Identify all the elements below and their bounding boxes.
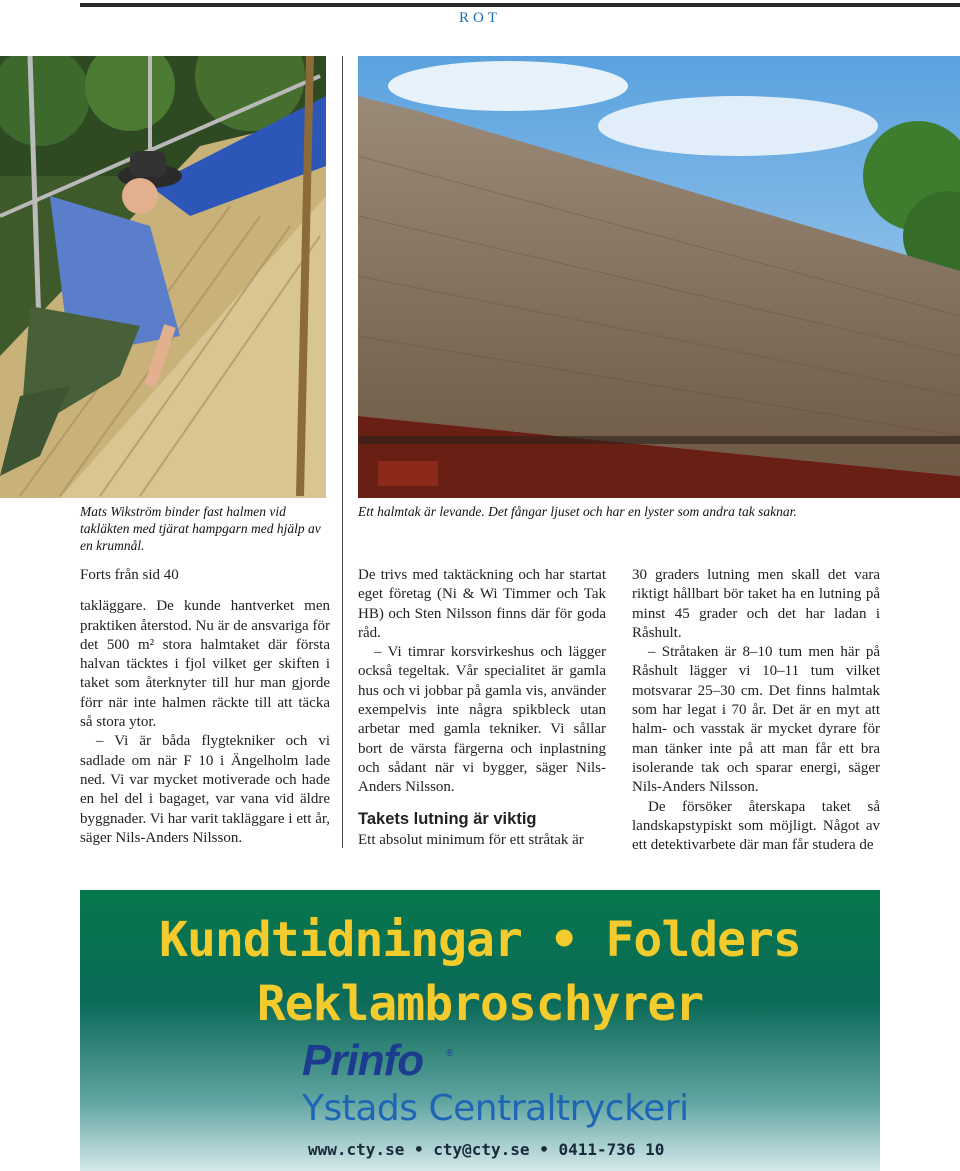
caption-right: Ett halmtak är levande. Det fångar ljuset och har en lyster som andra tak saknar. <box>358 504 797 519</box>
photo-thatched-roof-image <box>358 56 960 498</box>
ad-contact-line: www.cty.se • cty@cty.se • 0411-736 10 <box>308 1140 665 1159</box>
subheading: Takets lutning är viktig <box>358 809 537 828</box>
article-column-3 <box>632 566 880 855</box>
photo-thatcher <box>0 56 326 498</box>
prinfo-logo: Prinfo <box>302 1036 424 1085</box>
continued-label: Forts från sid 40 <box>80 567 179 583</box>
ad-company-name: Ystads Centraltryckeri <box>302 1088 689 1129</box>
advertisement <box>80 890 880 1171</box>
paragraph: – Vi timrar korsvirkeshus och lägger också tegeltak. Vår specialitet är gamla hus och vi jobbar på gamla vis, använder exempelvis inte några spikbleck utan arbetar med gamla tekniker. Vi sållar bort de värsta färgerna och inplastning och sådant när vi bygger, säger Nils-Anders Nilsson. <box>358 644 606 796</box>
photo-thatcher-image <box>0 56 326 498</box>
paragraph: – Vi är båda flygtekniker och vi sadlade om när F 10 i Ängelholm lade ned. Vi var mycket motiverade och hade en hel del i bagaget, var vana vid äldre byggnader. Vi har varit takläggare i ett år, säger Nils-Anders Nilsson. <box>80 733 330 846</box>
top-rule <box>80 3 960 7</box>
ad-headline-1: Kundtidningar • Folders <box>159 912 801 968</box>
section-label: ROT <box>459 10 501 26</box>
article-column-1 <box>80 566 330 848</box>
paragraph: takläggare. De kunde hantverket men praktiken återstod. Nu är de ansvariga för det 500 m² stora halmtaket där första halvan täcktes i fjol vilket ger skiften i taket som återknyter till hur man gjorde förr när inte halmen räckte till att täcka så stora ytor. <box>80 598 330 731</box>
caption-left: Mats Wikström binder fast halmen vid takläkten med tjärat hampgarn med hjälp av en krumnål. <box>80 504 321 553</box>
paragraph: 30 graders lutning men skall det vara riktigt hållbart bör taket ha en lutning på minst 45 grader och det har ladan i Råshult. <box>632 567 880 641</box>
column-divider <box>342 56 343 848</box>
article-column-2 <box>358 566 606 850</box>
paragraph: De försöker återskapa taket så landskapstypiskt som möjligt. Något av ett detektivarbete där man får studera de <box>632 798 880 854</box>
paragraph: De trivs med taktäckning och har startat eget företag (Ni & Wi Timmer och Tak HB) och Sten Nilsson finns där för goda råd. <box>358 567 606 641</box>
paragraph: – Stråtaken är 8–10 tum men här på Råshult lägger vi 10–11 tum vilket motsvarar 25–30 cm. Det finns halmtak som har legat i 70 år. Det är en myt att halm- och vasstak är mycket dyrare för man tänker inte på att man får ett bra isolerande tak och sparar energi, säger Nils-Anders Nilsson. <box>632 644 880 796</box>
ad-headline-2: Reklambroschyrer <box>256 976 704 1032</box>
photo-thatched-roof <box>358 56 960 498</box>
paragraph: Ett absolut minimum för ett stråtak är <box>358 831 584 848</box>
registered-mark: ® <box>446 1048 454 1059</box>
